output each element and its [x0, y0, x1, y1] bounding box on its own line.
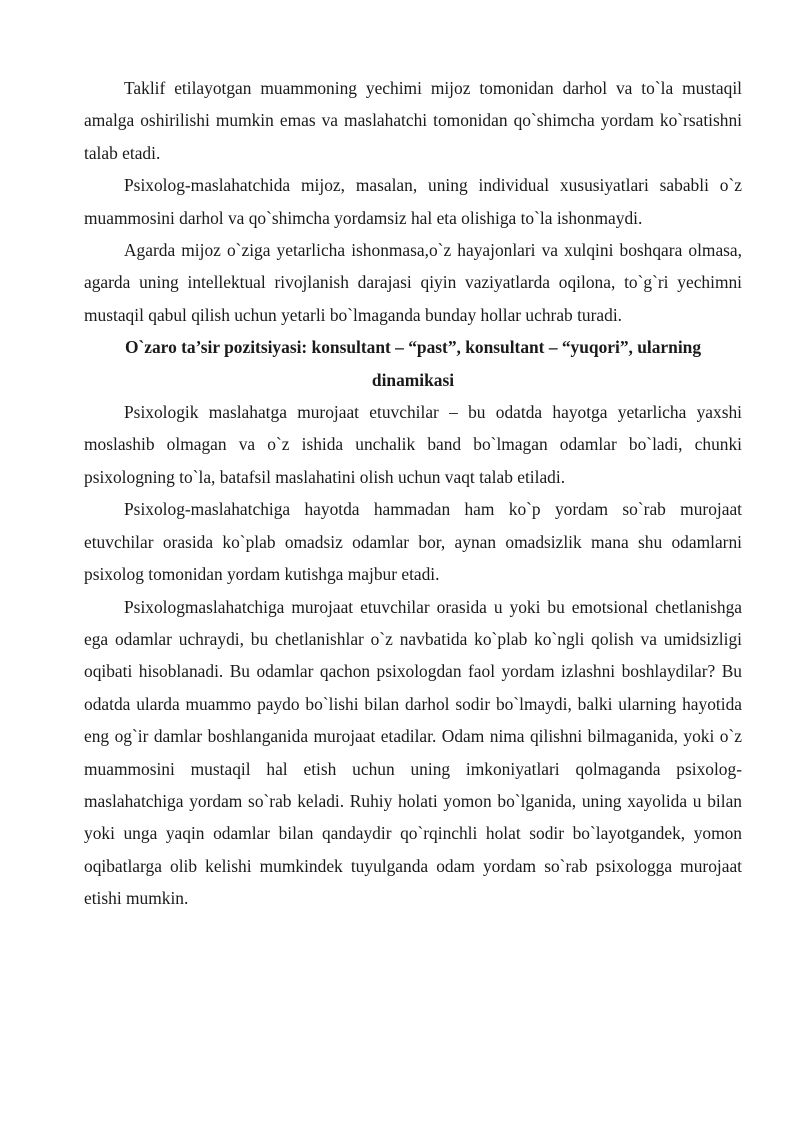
section-heading: O`zaro ta’sir pozitsiyasi: konsultant – “past”, konsultant – “yuqori”, ularning dinamikasi [124, 337, 702, 390]
paragraph-5: Psixolog-maslahatchiga hayotda hammadan ham ko`p yordam so`rab murojaat etuvchilar orasida ko`plab omadsiz odamlar bor, aynan omadsizlik mana shu odamlarni psixolog tomonidan yordam kutishga majbur etadi. [84, 499, 742, 585]
paragraph-1: Taklif etilayotgan muammoning yechimi mijoz tomonidan darhol va to`la mustaqil amalga oshirilishi mumkin emas va maslahatchi tomonidan qo`shimcha yordam ko`rsatishni talab etadi. [84, 78, 742, 163]
paragraph-3: Agarda mijoz o`ziga yetarlicha ishonmasa,o`z hayajonlari va xulqini boshqara olmasa, agarda uning intellektual rivojlanish darajasi qiyin vaziyatlarda oqilona, to`g`ri yechimni mustaqil qabul qilish uchun yetarli bo`lmaganda bunday hollar uchrab turadi. [84, 240, 742, 325]
paragraph-6: Psixologmaslahatchiga murojaat etuvchilar orasida u yoki bu emotsional chetlanishga ega odamlar uchraydi, bu chetlanishlar o`z navbatida ko`plab ko`ngli qolish va umidsizligi oqibati hisoblanadi. Bu odamlar qachon psixologdan faol yordam izlashni boshlaydilar? Bu odatda ularda muammo paydo bo`lishi bilan darhol sodir bo`lmaydi, balki ularning hayotida eng og`ir damlar boshlanganida murojaat etadilar. Odam nima qilishni bilmaganida, yoki o`z muammosini mustaqil hal etish uchun uning imkoniyatlari qolmaganda psixolog-maslahatchiga yordam so`rab keladi. Ruhiy holati yomon bo`lganida, uning xayolida u bilan yoki unga yaqin odamlar bilan qandaydir qo`rqinchli holat sodir bo`layotgandek, yomon oqibatlarga olib kelishi mumkindek tuyulganda odam yordam so`rab psixologga murojaat etishi mumkin. [84, 596, 742, 909]
document-page [84, 72, 742, 915]
paragraph-4: Psixologik maslahatga murojaat etuvchilar – bu odatda hayotga yetarlicha yaxshi moslashib olmagan va o`z ishida unchalik band bo`lmagan odamlar bo`ladi, chunki psixologning to`la, batafsil maslahatini olish uchun vaqt talab etiladi. [84, 402, 742, 487]
paragraph-2: Psixolog-maslahatchida mijoz, masalan, uning individual xususiyatlari sababli o`z muammosini darhol va qo`shimcha yordamsiz hal eta olishiga to`la ishonmaydi. [84, 175, 742, 228]
